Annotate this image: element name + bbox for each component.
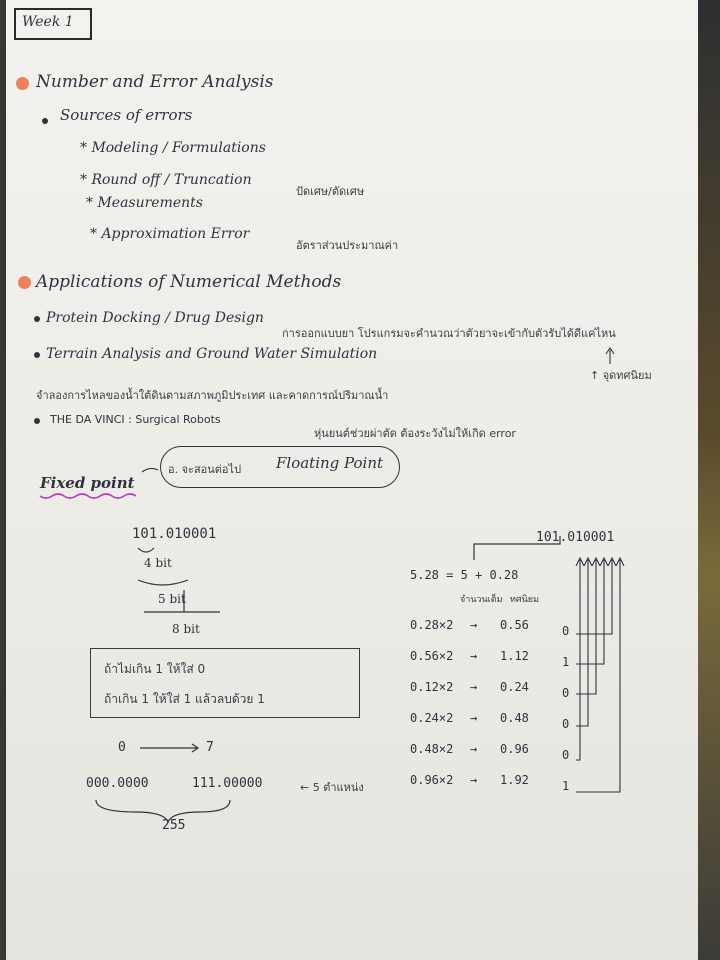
bits-label-5: 5 bit: [158, 592, 186, 606]
application-item: THE DA VINCI : Surgical Robots: [50, 413, 221, 426]
range-from: 0: [118, 740, 126, 755]
arrow-icon: →: [470, 773, 478, 787]
conversion-result: 101.010001: [536, 530, 615, 545]
error-item: * Approximation Error: [90, 226, 250, 242]
error-item-note: ปัดเศษ/ตัดเศษ: [296, 185, 365, 198]
conversion-expr: 0.56×2: [410, 649, 454, 663]
conversion-result-value: 1.92: [500, 773, 529, 787]
section1-subtitle: Sources of errors: [60, 106, 193, 124]
total-value: 255: [162, 818, 186, 833]
conversion-result-value: 0.56: [500, 618, 529, 632]
conversion-bit: 0: [562, 624, 570, 638]
conversion-bit: 0: [562, 748, 570, 762]
application-item: Terrain Analysis and Ground Water Simulation: [46, 346, 378, 362]
arrow-icon: →: [470, 711, 478, 725]
section2-title: Applications of Numerical Methods: [36, 272, 342, 292]
conversion-bit: 0: [562, 717, 570, 731]
conversion-bit: 0: [562, 686, 570, 700]
error-item: * Measurements: [86, 195, 203, 211]
margin-note: ↑ จุดทศนิยม: [590, 369, 652, 382]
error-item-note: อัตราส่วนประมาณค่า: [296, 239, 399, 252]
conversion-expr: 0.24×2: [410, 711, 454, 725]
application-item: Protein Docking / Drug Design: [46, 310, 264, 326]
conversion-bit: 1: [562, 655, 570, 669]
arrow-icon: →: [470, 649, 478, 663]
conversion-result-value: 0.24: [500, 680, 529, 694]
rule-line-1: ถ้าไม่เกิน 1 ให้ใส่ 0: [104, 662, 206, 676]
fixed-point-label: Fixed point: [40, 474, 135, 492]
conversion-bit: 1: [562, 779, 570, 793]
conversion-expr: 0.12×2: [410, 680, 454, 694]
conversion-result-value: 0.48: [500, 711, 529, 725]
rule-line-2: ถ้าเกิน 1 ให้ใส่ 1 แล้วลบด้วย 1: [104, 692, 265, 706]
int-label: จำนวนเต็ม: [460, 595, 503, 605]
frac-label: ทศนิยม: [510, 595, 540, 605]
conversion-expr: 0.48×2: [410, 742, 454, 756]
range-to: 7: [206, 740, 214, 755]
application-note: จำลองการไหลของน้ำใต้ดินตามสภาพภูมิประเทศ และคาดการณ์ปริมาณน้ำ: [36, 389, 389, 402]
conversion-result-value: 1.12: [500, 649, 529, 663]
arrow-icon: →: [470, 618, 478, 632]
bits-label-4: 4 bit: [144, 556, 172, 570]
application-note: การออกแบบยา โปรแกรมจะคำนวณว่าตัวยาจะเข้ากับตัวรับได้ดีแค่ไหน: [282, 327, 616, 340]
bits-label-8: 8 bit: [172, 622, 200, 636]
week-label: Week 1: [22, 14, 74, 30]
arrow-icon: →: [470, 680, 478, 694]
max-value: 111.00000: [192, 776, 263, 791]
arrow-icon: →: [470, 742, 478, 756]
conversion-expr: 0.96×2: [410, 773, 454, 787]
conversion-equation: 5.28 = 5 + 0.28: [410, 568, 519, 582]
section1-title: Number and Error Analysis: [36, 72, 274, 92]
conversion-result-value: 0.96: [500, 742, 529, 756]
cloud-title: Floating Point: [276, 454, 384, 472]
cloud-note: อ. จะสอนต่อไป: [168, 463, 242, 476]
conversion-expr: 0.28×2: [410, 618, 454, 632]
max-value-note: ← 5 ตำแหน่ง: [300, 781, 364, 794]
min-value: 000.0000: [86, 776, 149, 791]
binary-example: 101.010001: [132, 526, 217, 542]
application-note: หุ่นยนต์ช่วยผ่าตัด ต้องระวังไม่ให้เกิด error: [314, 427, 516, 440]
error-item: * Round off / Truncation: [80, 172, 252, 188]
error-item: * Modeling / Formulations: [80, 140, 266, 156]
